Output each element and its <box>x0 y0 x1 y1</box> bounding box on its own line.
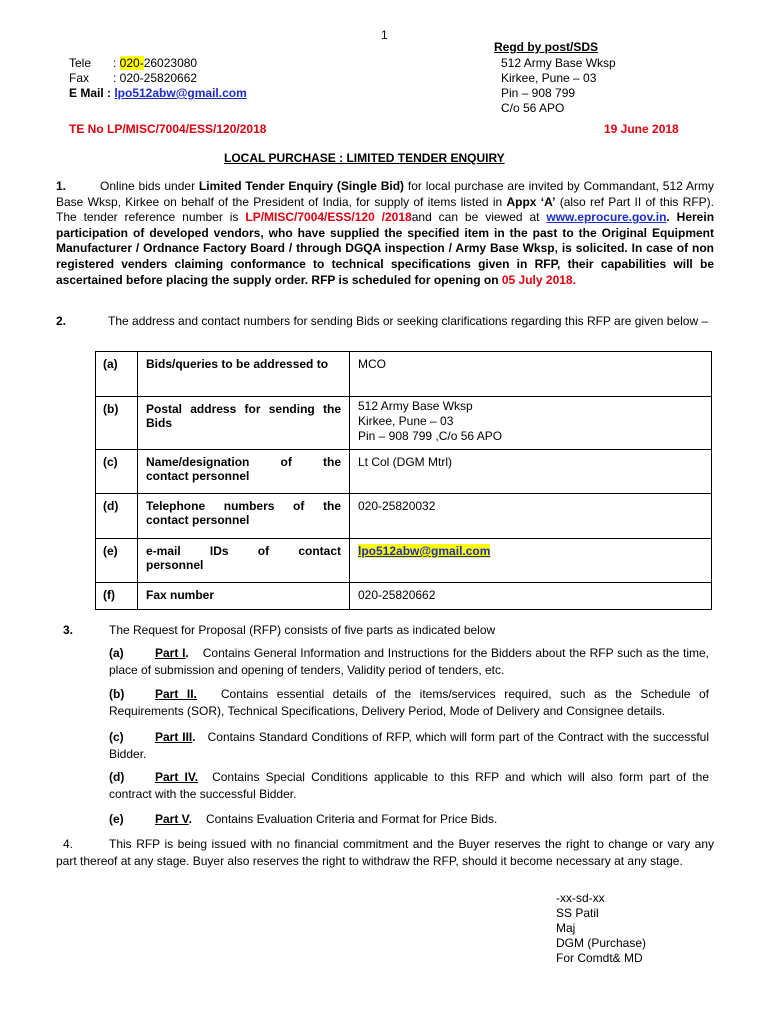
table-row: (f) Fax number 020-25820662 <box>96 583 712 610</box>
sender-address-line-3: Pin – 908 799 <box>501 86 576 100</box>
table-row: (a) Bids/queries to be addressed to MCO <box>96 352 712 397</box>
part-5: (e) Part V. Contains Evaluation Criteria and Format for Price Bids. <box>109 812 498 826</box>
table-row: (c) Name/designation of the contact personnel Lt Col (DGM Mtrl) <box>96 450 712 494</box>
tender-reference: LP/MISC/7004/ESS/120 /2018 <box>245 210 412 225</box>
paragraph-3-intro: The Request for Proposal (RFP) consists of five parts as indicated below <box>109 623 496 637</box>
eprocure-link[interactable]: www.eprocure.gov.in <box>546 210 667 225</box>
part-4: (d) Part IV. Contains Special Conditions applicable to this RFP and which will also form part of the contract with the successful Bidder. <box>109 770 709 801</box>
signature-rank: Maj <box>556 921 576 935</box>
sender-address-line-2: Kirkee, Pune – 03 <box>501 71 597 85</box>
document-title: LOCAL PURCHASE : LIMITED TENDER ENQUIRY <box>224 151 505 165</box>
table-row: (e) e-mail IDs of contact personnel lpo512abw@gmail.com <box>96 539 712 583</box>
paragraph-3-number: 3. <box>63 623 74 637</box>
part-1: (a) Part I. Contains General Information and Instructions for the Bidders about the RFP such as the time, place of submission and opening of tenders, Validity period of tenders, etc. <box>109 646 710 677</box>
tele-highlight: 020- <box>119 56 144 70</box>
tender-date: 19 June 2018 <box>604 122 679 136</box>
email-line: E Mail : lpo512abw@gmail.com <box>69 86 247 100</box>
tender-number: TE No LP/MISC/7004/ESS/120/2018 <box>69 122 267 136</box>
page-number: 1 <box>381 28 388 42</box>
part-3: (c) Part III. Contains Standard Conditions of RFP, which will form part of the Contract with the successful Bidder. <box>109 730 710 761</box>
paragraph-4: 4. This RFP is being issued with no financial commitment and the Buyer reserves the right to change or vary any part thereof at any stage. Buyer also reserves the right to withdraw the RFP, should it become necessary at any stage. <box>56 837 714 868</box>
regd-by-post: Regd by post/SDS <box>494 40 599 54</box>
sender-address-line-4: C/o 56 APO <box>501 101 565 115</box>
table-row: (b) Postal address for sending the Bids 512 Army Base Wksp Kirkee, Pune – 03 Pin – 908 799 ,C/o 56 APO <box>96 397 712 450</box>
paragraph-2: 2. The address and contact numbers for sending Bids or seeking clarifications regarding this RFP are given below – <box>56 314 709 328</box>
opening-date: 05 July 2018. <box>501 272 576 287</box>
tele-value: : 020-26023080 <box>113 56 198 70</box>
signature-line-1: -xx-sd-xx <box>556 891 605 905</box>
fax-label: Fax <box>69 71 90 85</box>
signature-name: SS Patil <box>556 906 599 920</box>
paragraph-1: 1. Online bids under Limited Tender Enquiry (Single Bid) for local purchase are invited by Commandant, 512 Army Base Wksp, Kirkee on behalf of the President of India, for supply of items listed in Appx ‘A’ (also ref Part II of this RFP). The tender reference number is LP/MISC/7004/ESS/120 /2018and can be viewed at www.eprocure.gov.in. Herein participation of developed vendors, who have supplied the specified item in the past to the Original Equipment Manufacturer / Ordnance Factory Board / through DGQA inspection / Army Base Wksp, is solicited. In case of non registered venders claiming conformance to technical specifications given in RFP, their capabilities will be ascertained before placing the supply order. RFP is scheduled for opening on 05 July 2018. <box>56 179 715 287</box>
signature-designation: DGM (Purchase) <box>556 936 647 950</box>
tele-label: Tele <box>69 56 92 70</box>
fax-value: : 020-25820662 <box>113 71 198 85</box>
email-link[interactable]: lpo512abw@gmail.com <box>114 86 247 100</box>
part-2: (b) Part II. Contains essential details of the items/services required, such as the Schedule of Requirements (SOR), Technical Specifications, Delivery Period, Mode of Delivery and Consignee details. <box>109 687 709 718</box>
signature-for: For Comdt& MD <box>556 951 643 965</box>
sender-address-line-1: 512 Army Base Wksp <box>501 56 616 70</box>
contact-email-link[interactable]: lpo512abw@gmail.com <box>358 544 491 558</box>
contact-table <box>95 351 712 610</box>
table-row: (d) Telephone numbers of the contact personnel 020-25820032 <box>96 494 712 539</box>
